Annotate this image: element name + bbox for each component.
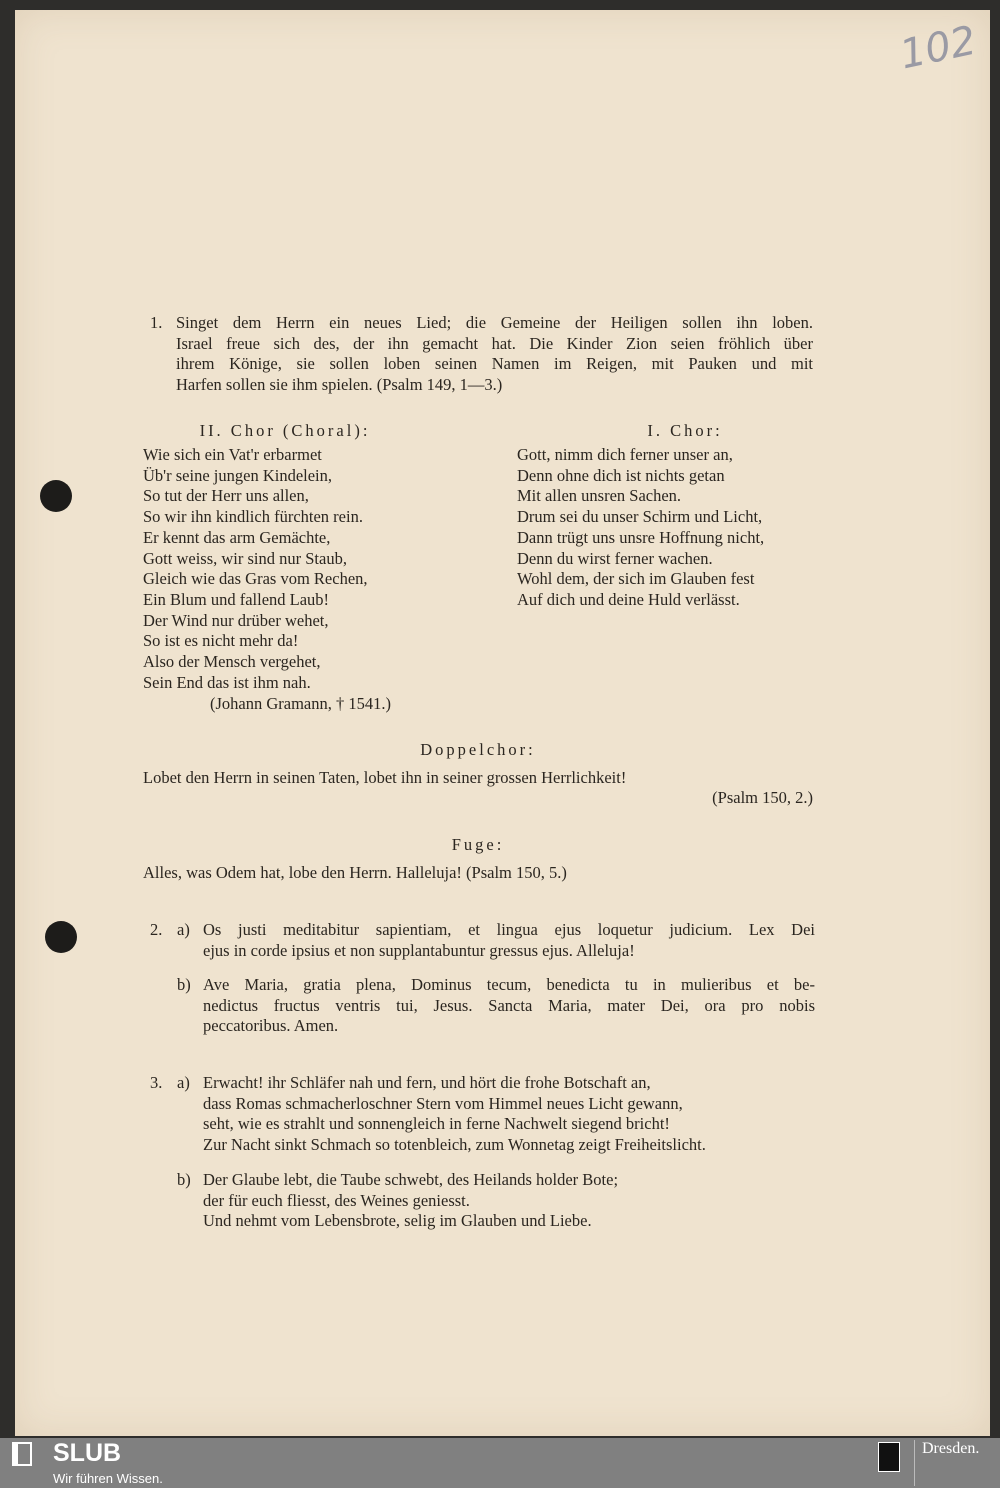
text-line: Erwacht! ihr Schläfer nah und fern, und hört die frohe Botschaft an, [203,1073,651,1092]
choral-line: Er kennt das arm Gemächte, [143,527,331,547]
doppelchor-heading: Doppelchor: [420,740,536,759]
slub-brand: SLUB [53,1439,122,1467]
text-line: nedictus fructus ventris tui, Jesus. Sancta Maria, mater Dei, ora pro nobis [203,995,815,1015]
choral-line: So tut der Herr uns allen, [143,486,309,506]
choir-line: Denn du wirst ferner wachen. [517,548,713,568]
verse-line: ihrem Könige, sie sollen loben seinen Namen im Reigen, mit Pauken und mit [176,354,813,373]
choir1-heading: I. Chor: [647,421,723,440]
choir2-heading: II. Chor (Choral): [199,421,371,440]
section-number: 3. [150,1073,163,1092]
choral-line: Wie sich ein Vat'r erbarmet [143,445,322,464]
text-line: Der Glaube lebt, die Taube schwebt, des Heilands holder Bote; [203,1170,619,1189]
text-line: ejus in corde ipsius et non supplantabuntur gressus ejus. Alleluja! [203,940,635,960]
book-logo-icon [12,1442,32,1466]
verse-line: Israel freue sich des, der ihn gemacht hat. Die Kinder Zion seien fröhlich über [176,333,813,353]
text-line: dass Romas schmacherloschner Stern vom Himmel neues Licht gewann, [203,1093,683,1113]
fuge-text: Alles, was Odem hat, lobe den Herrn. Halleluja! (Psalm 150, 5.) [143,863,567,882]
text-line: Ave Maria, gratia plena, Dominus tecum, benedicta tu in mulieribus et be- [203,975,815,994]
verse-line: Singet dem Herrn ein neues Lied; die Gemeine der Heiligen sollen ihn loben. [176,313,813,332]
footer-bar [0,1438,1000,1488]
verse-line: Harfen sollen sie ihm spielen. (Psalm 149, 1—3.) [176,374,503,394]
choral-line: Gott weiss, wir sind nur Staub, [143,548,347,568]
choir-line: Wohl dem, der sich im Glauben fest [517,569,755,589]
punch-hole [40,480,72,512]
choral-line: Also der Mensch vergehet, [143,652,321,671]
choir-line: Auf dich und deine Huld verlässt. [517,589,740,609]
item-label: b) [177,975,191,994]
choir-line: Dann trügt uns unsre Hoffnung nicht, [517,527,765,547]
choral-line: So wir ihn kindlich fürchten rein. [143,507,363,527]
fuge-heading: Fuge: [451,835,505,854]
slub-tagline: Wir führen Wissen. [53,1471,163,1486]
text-line: seht, wie es strahlt und sonnengleich in ferne Nachwelt siegend bricht! [203,1114,670,1134]
section-number: 2. [150,920,163,939]
psalm-reference: (Psalm 150, 2.) [712,788,813,807]
choral-line: Gleich wie das Gras vom Rechen, [143,569,368,589]
item-label: a) [177,920,190,939]
text-line: Os justi meditabitur sapientiam, et lingua ejus loquetur judicium. Lex Dei [203,920,815,939]
doppelchor-text: Lobet den Herrn in seinen Taten, lobet ihn in seiner grossen Herrlichkeit! [143,768,627,787]
choral-line: Ein Blum und fallend Laub! [143,589,330,609]
text-line: der für euch fliesst, des Weines geniesst. [203,1190,470,1210]
choir-line: Gott, nimm dich ferner unser an, [517,445,733,464]
section-number: 1. [150,313,163,332]
choral-line: Der Wind nur drüber wehet, [143,610,329,630]
choir-line: Mit allen unsren Sachen. [517,486,682,506]
choir-line: Denn ohne dich ist nichts getan [517,465,725,485]
choir-line: Drum sei du unser Schirm und Licht, [517,507,763,527]
text-line: Und nehmt vom Lebensbrote, selig im Glauben und Liebe. [203,1211,592,1231]
handwritten-page-number: 102 [895,17,981,79]
text-line: Zur Nacht sinkt Schmach so totenbleich, zum Wonnetag zeigt Freiheitslicht. [203,1135,706,1155]
attribution: (Johann Gramann, † 1541.) [210,694,392,713]
item-label: b) [177,1170,191,1189]
choral-line: Üb'r seine jungen Kindelein, [143,465,333,485]
punch-hole [45,921,77,953]
choral-line: So ist es nicht mehr da! [143,631,299,651]
text-line: peccatoribus. Amen. [203,1016,339,1036]
dresden-coat-of-arms-icon [878,1442,900,1472]
dresden-logo: Dresden. [922,1440,980,1457]
item-label: a) [177,1073,190,1092]
divider [914,1440,915,1486]
choral-line: Sein End das ist ihm nah. [143,672,311,692]
